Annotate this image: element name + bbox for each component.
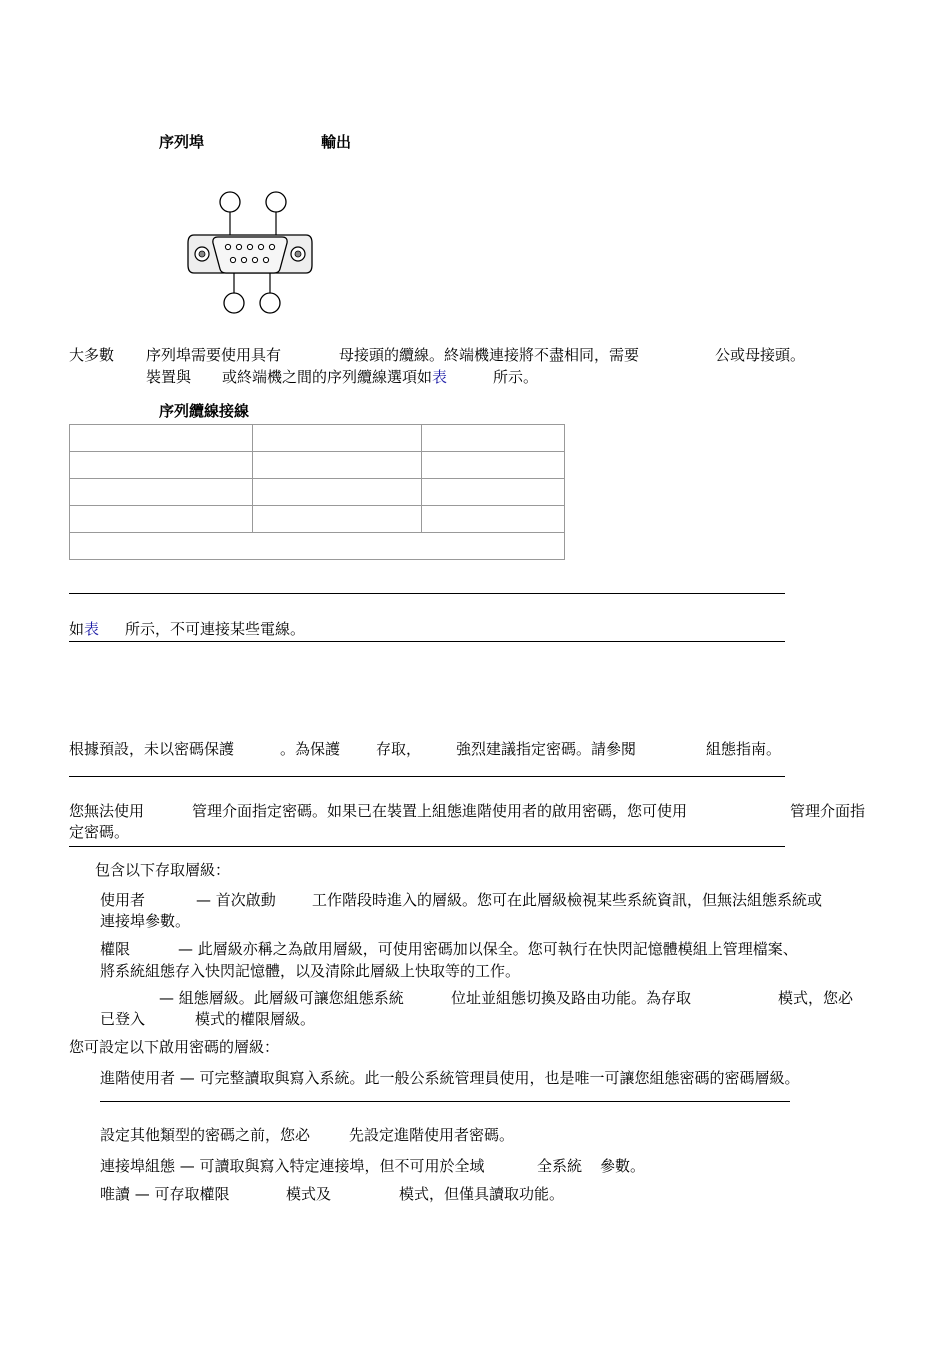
divider bbox=[69, 641, 785, 642]
figure-caption-serial-port: 序列埠 bbox=[159, 133, 205, 151]
para1-text-6 bbox=[222, 368, 447, 386]
level-user-desc-3: 連接埠參數。 bbox=[100, 912, 191, 930]
para1-text-5: 裝置與 bbox=[146, 368, 192, 386]
figure-caption-output: 輸出 bbox=[321, 133, 352, 151]
table-row bbox=[70, 425, 565, 452]
note2-text-2: 管理介面指定密碼。如果已在裝置上組態進階使用者的啟用密碼，您可使用 bbox=[192, 802, 688, 820]
table-link[interactable]: 表 bbox=[84, 620, 100, 638]
note3-text-1: 設定其他類型的密碼之前，您必 bbox=[100, 1126, 311, 1144]
table-link[interactable]: 表 bbox=[432, 368, 448, 386]
note2-text-3: 管理介面指 bbox=[790, 802, 866, 820]
table-title: 序列纜線接線 bbox=[159, 402, 250, 420]
level-config-desc-2: 位址並組態切換及路由功能。為存取 bbox=[451, 989, 692, 1007]
db9-connector-illustration bbox=[180, 185, 320, 320]
table-cell bbox=[422, 425, 565, 452]
level-config-desc-1: — 組態層級。此層級可讓您組態系統 bbox=[159, 989, 404, 1007]
table-cell bbox=[253, 452, 422, 479]
para2-text-5: 組態指南。 bbox=[706, 740, 782, 758]
enable-intro: 您可設定以下啟用密碼的層級： bbox=[69, 1038, 280, 1056]
note1-suffix: 所示，不可連接某些電線。 bbox=[125, 620, 306, 638]
enable-level-readonly-1: 唯讀 — 可存取權限 bbox=[100, 1185, 230, 1203]
para1-text-1: 大多數 bbox=[69, 346, 115, 364]
para2-text-4: 強烈建議指定密碼。請參閱 bbox=[456, 740, 637, 758]
table-cell bbox=[70, 425, 253, 452]
level-config-desc-5: 模式的權限層級。 bbox=[195, 1010, 316, 1028]
para1-text-4: 公或母接頭。 bbox=[715, 346, 806, 364]
para2-text-3: 存取， bbox=[376, 740, 422, 758]
note1-prefix: 如 bbox=[69, 620, 85, 638]
level-user-desc-1: — 首次啟動 bbox=[196, 891, 276, 909]
table-cell bbox=[70, 506, 253, 533]
table-row bbox=[70, 479, 565, 506]
table-cell bbox=[422, 452, 565, 479]
table-cell bbox=[253, 506, 422, 533]
table-footer-cell bbox=[70, 533, 565, 560]
note1-text bbox=[69, 620, 99, 638]
enable-level-port-config-2: 全系統 bbox=[537, 1157, 583, 1175]
table-row bbox=[70, 452, 565, 479]
divider bbox=[69, 776, 785, 777]
enable-level-readonly-2: 模式及 bbox=[286, 1185, 332, 1203]
para2-text-2: 。為保護 bbox=[280, 740, 341, 758]
level-privileged-desc-2: 將系統組態存入快閃記憶體，以及清除此層級上快取等的工作。 bbox=[100, 962, 521, 980]
divider bbox=[100, 1101, 790, 1102]
enable-level-super-user: 進階使用者 — 可完整讀取與寫入系統。此一般公系統管理員使用，也是唯一可讓您組態密碼的密碼層級。 bbox=[100, 1069, 800, 1087]
level-user-term: 使用者 bbox=[100, 891, 146, 909]
enable-level-port-config-1: 連接埠組態 — 可讀取與寫入特定連接埠，但不可用於全域 bbox=[100, 1157, 485, 1175]
level-privileged-desc-1: — 此層級亦稱之為啟用層級，可使用密碼加以保全。您可執行在快閃記憶體模組上管理檔案、 bbox=[178, 940, 798, 958]
para1-text-7: 所示。 bbox=[493, 368, 539, 386]
table-cell bbox=[253, 425, 422, 452]
table-cell bbox=[422, 506, 565, 533]
para1-text-2: 序列埠需要使用具有 bbox=[146, 346, 282, 364]
table-row bbox=[70, 533, 565, 560]
serial-cable-table bbox=[69, 424, 565, 560]
para2-text-1: 根據預設，未以密碼保護 bbox=[69, 740, 235, 758]
note3-text-2: 先設定進階使用者密碼。 bbox=[349, 1126, 515, 1144]
divider bbox=[69, 846, 785, 847]
para1-text-3: 母接頭的纜線。終端機連接將不盡相同，需要 bbox=[339, 346, 640, 364]
level-config-desc-4: 已登入 bbox=[100, 1010, 146, 1028]
table-row bbox=[70, 506, 565, 533]
divider bbox=[69, 593, 785, 594]
enable-level-port-config-3: 參數。 bbox=[600, 1157, 646, 1175]
table-cell bbox=[253, 479, 422, 506]
enable-level-readonly-3: 模式，但僅具讀取功能。 bbox=[399, 1185, 565, 1203]
levels-intro: 包含以下存取層級： bbox=[95, 861, 231, 879]
table-cell bbox=[422, 479, 565, 506]
level-user-desc-2: 工作階段時進入的層級。您可在此層級檢視某些系統資訊，但無法組態系統或 bbox=[312, 891, 823, 909]
note2-text-1: 您無法使用 bbox=[69, 802, 145, 820]
para1-text-6a: 或終端機之間的序列纜線選項如 bbox=[222, 368, 433, 386]
table-cell bbox=[70, 479, 253, 506]
note2-text-4: 定密碼。 bbox=[69, 823, 130, 841]
level-config-desc-3: 模式，您必 bbox=[778, 989, 854, 1007]
level-privileged-term: 權限 bbox=[100, 940, 131, 958]
table-cell bbox=[70, 452, 253, 479]
